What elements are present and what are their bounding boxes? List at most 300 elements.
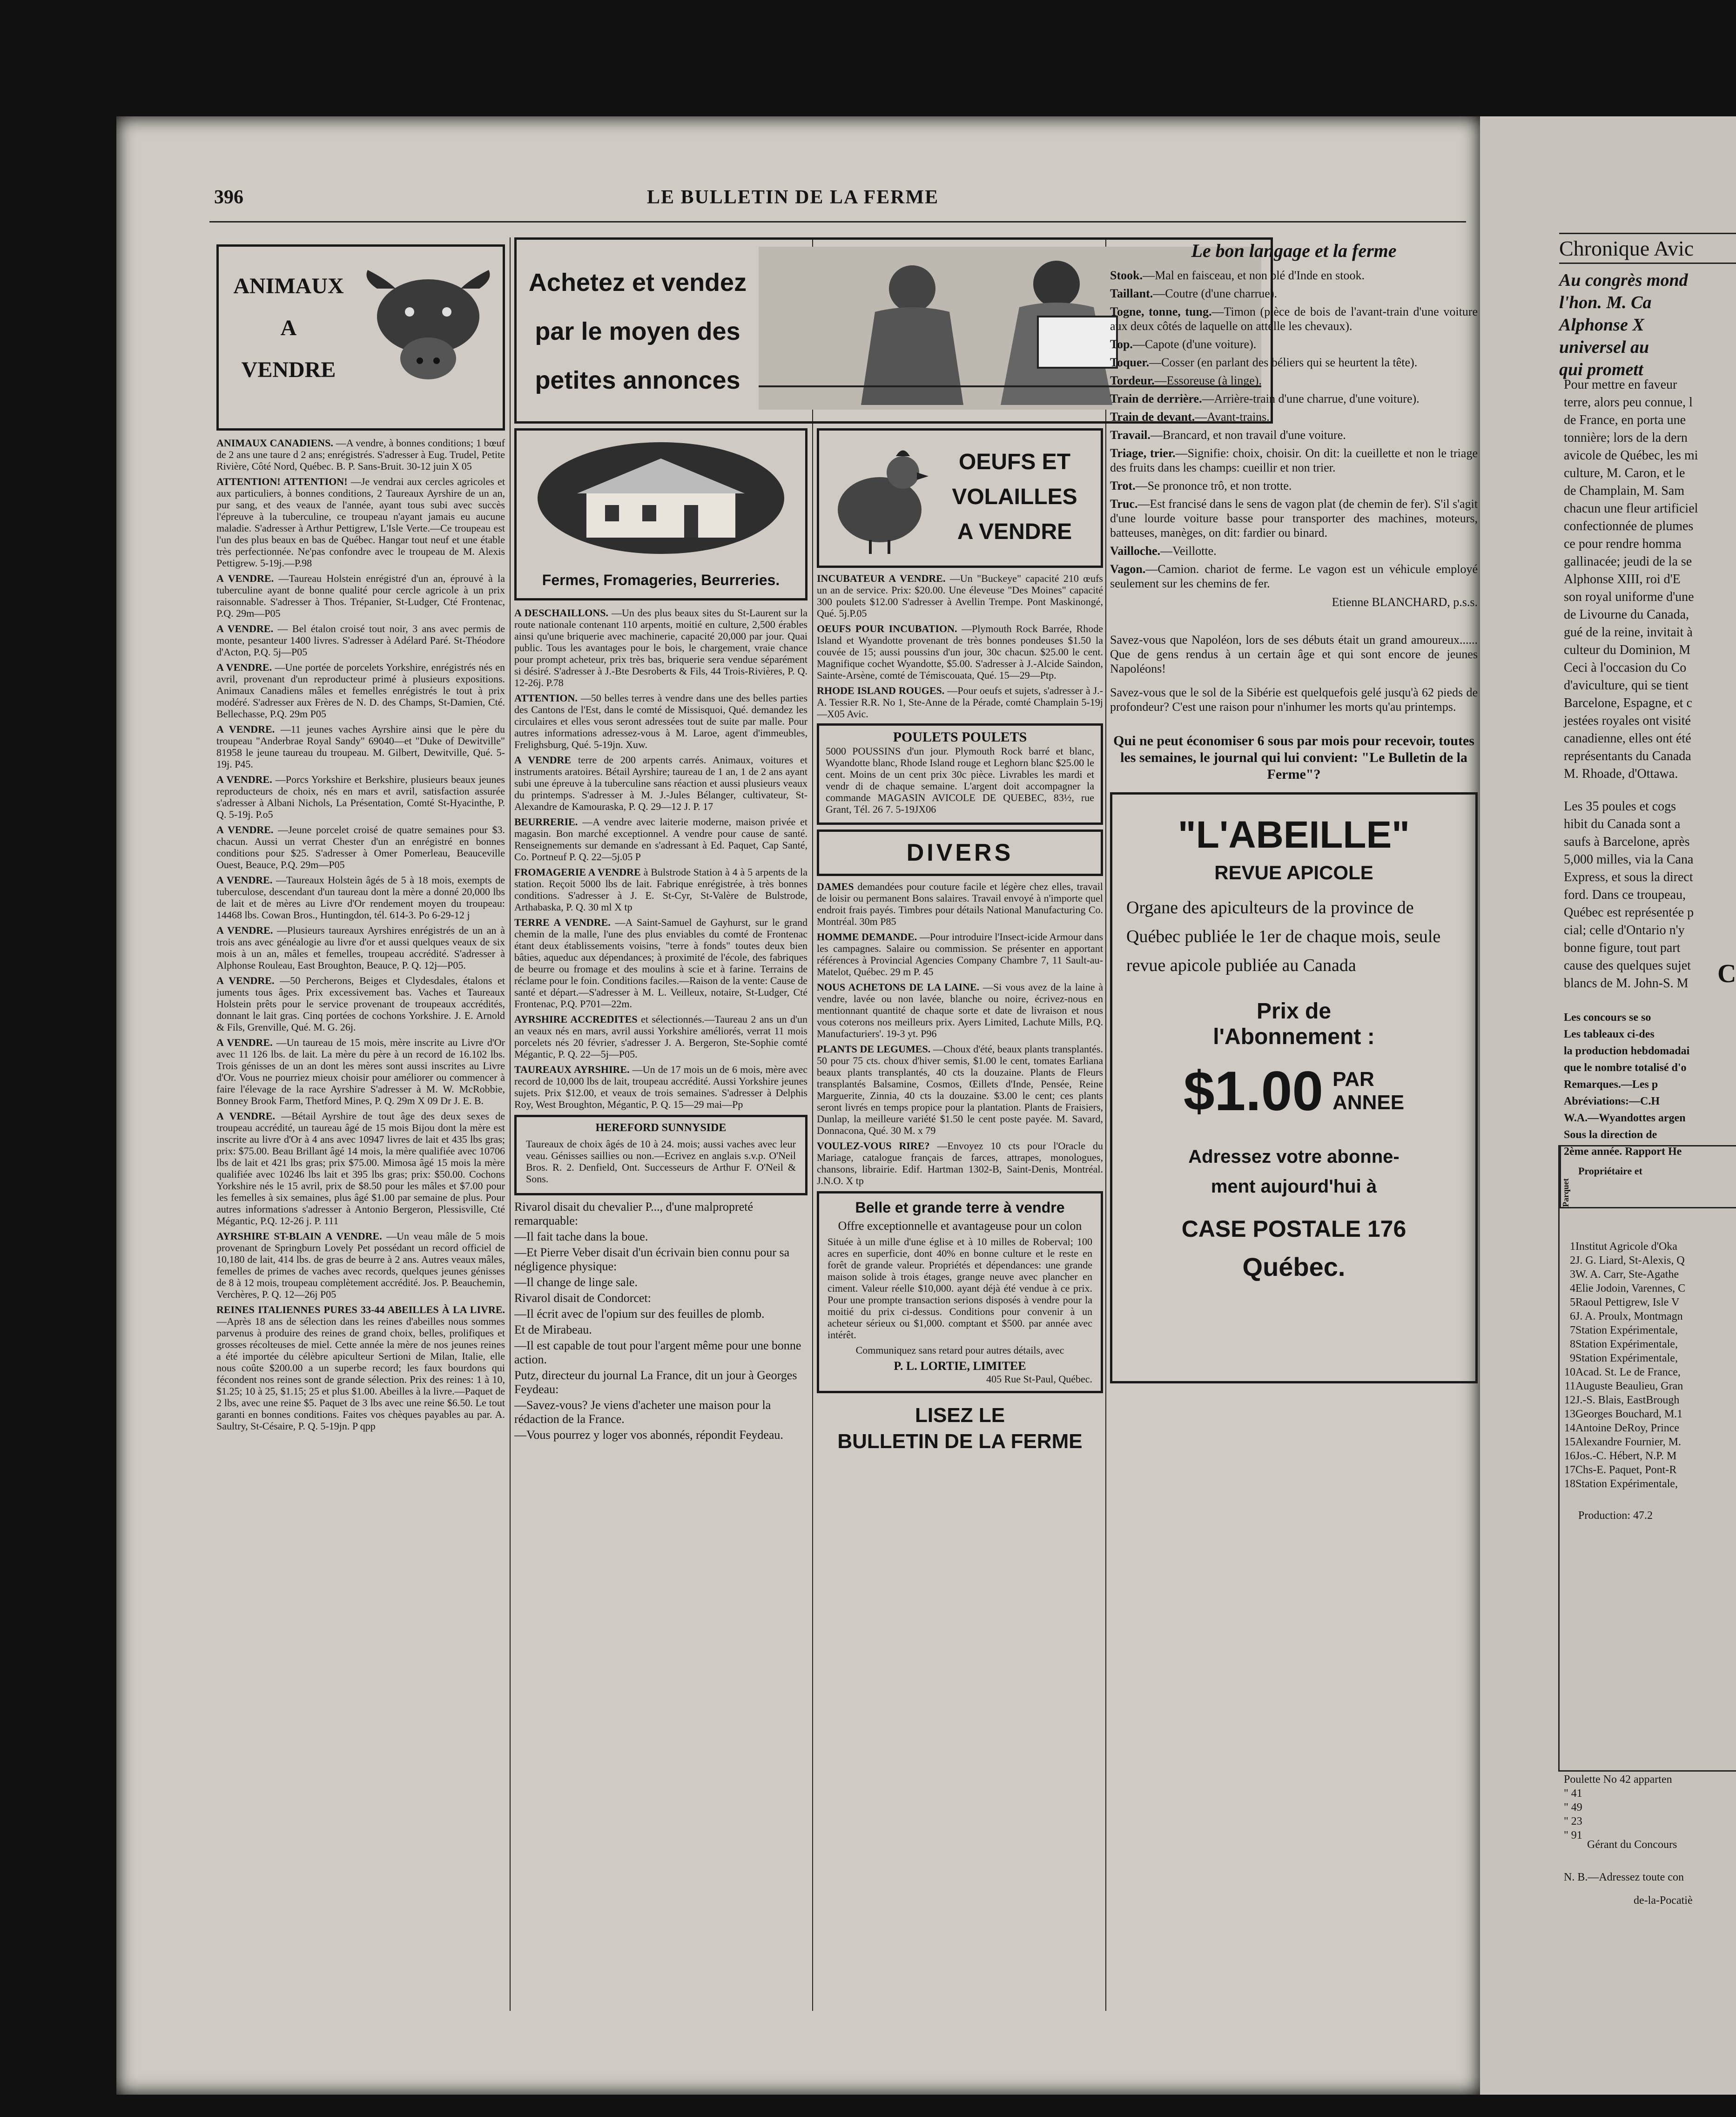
ad-title: TAUREAUX AYRSHIRE.: [514, 1064, 630, 1075]
ad-text: —Un taureau de 15 mois, mère inscrite au Livre d'Or avec 11 126 lbs. de lait. La mère du père à un record de 16.102 lbs. Trois génisses de un an dont les mères sont aussi inscrites au Livre d'Or. Vous ne pourriez mieux choisir pour améliorer ou commencer à faire l'élevage de la race Ayrshire S'adresser à M. W. McRobbie, Bonney Brook Farm, Thetford Mines, P. Q. 29m X 09 Dr J. E. B.: [216, 1037, 505, 1106]
ad-title: A VENDRE.: [216, 774, 272, 785]
row-number: 6: [1570, 1310, 1575, 1322]
row-owner: Chs-E. Paquet, Pont-R: [1575, 1464, 1677, 1476]
ad-text: —A Saint-Samuel de Gayhurst, sur le grand chemin de la malle, l'une des plus enviables du comté de Frontenac étant deux établissements voisins, "terre à fonds" toutes deux bien bâties, aqueduc aux dépendances; à proximité de l'école, des fabriques de beurre ou fromage et des moulins à scie et à farine. Terrains de réclame pour le foin. Conditions faciles.—Raison de la vente: Cause de santé et départ.—S'adresser à M. L. Veilleux, notaire, St-Ludger, Cté Frontenac, P.Q. P701—22m.: [514, 917, 807, 1010]
ad-text: —Bétail Ayrshire de tout âge des deux sexes de troupeau accrédité, un taureau âgé de 15 mois Bijou dont la mère est inscrite au livre d'Or à 4 ans avec 10947 livres de lait et 435 lbs gras; prix: $75.00. Beau Brillant âgé 14 mois, la mère qualifiée avec 10706 lbs de lait et 421 lbs gras; prix $75.00. Mimosa âgé 15 mois la mère qualifiée avec 10246 lbs lait et 395 lbs gras; prix: $50.00. Cochons Yorkshire nés le 15 avril, prix de $8.50 pour les mâles et $7.00 pour les femelles à six semaines, plus âgé $1.00 par semaine de plus. Pour autres informations s'adresser à Antonio Bergeron, Plessisville, Cté Mégantic, P.Q. 12-26 j. P. 111: [216, 1110, 505, 1227]
table-row: [1560, 1393, 1685, 1407]
anecdote-line: —Vous pourrez y loger vos abonnés, répondit Feydeau.: [514, 1428, 783, 1442]
case-postale: CASE POSTALE 176: [1181, 1216, 1406, 1242]
right-newspaper-page: [1480, 116, 1736, 2095]
body-line: hibit du Canada sont a: [1564, 817, 1681, 831]
table-row: [1560, 1309, 1685, 1323]
body-line: chacun une fleur artificiel: [1564, 501, 1698, 516]
terre-signer: P. L. LORTIE, LIMITEE: [894, 1359, 1026, 1373]
hen-icon: [828, 440, 931, 556]
table-row: [1560, 1407, 1685, 1421]
oeufs-volailles-banner: [817, 428, 1103, 568]
glossary-definition: —Se prononce trô, et non trotte.: [1135, 479, 1292, 492]
glossary-term: Top.: [1110, 337, 1133, 351]
body-line: Les 35 poules et cogs: [1564, 799, 1676, 814]
glossary-definition: —Brancard, et non travail d'une voiture.: [1150, 428, 1346, 442]
concours-line: que le nombre totalisé d'o: [1564, 1062, 1687, 1074]
congres-headline: [1559, 270, 1688, 382]
table-divider: [1560, 1207, 1736, 1208]
glossary-entry: [1110, 268, 1478, 283]
column-fermes: [514, 428, 807, 2016]
column-rule: [510, 237, 511, 2011]
subscription-promo: Qui ne peut économiser 6 sous par mois pour recevoir, toutes les semaines, le journal qui lui convient: "Le Bulletin de la Ferme"?: [1113, 733, 1474, 782]
poulette-records: [1564, 1773, 1672, 1843]
body-line: d'aviculture, qui se tient: [1564, 678, 1689, 693]
glossary-entry: [1110, 446, 1478, 475]
body-line: jestées royales ont visité: [1564, 714, 1691, 728]
banner-line: OEUFS ET: [958, 450, 1071, 474]
concours-line: 2ème année. Rapport He: [1564, 1146, 1682, 1158]
ad-text: —Jeune porcelet croisé de quatre semaines pour $3. chacun. Aussi un verrat Chester d'un an enrégistré en bonnes conditions pour $25. S'adresser à Omer Pomerleau, Beauceville Ouest, Beauce, P.Q. 29m—P05: [216, 824, 505, 870]
row-owner: J. G. Liard, St-Alexis, Q: [1575, 1254, 1685, 1267]
row-number: 13: [1564, 1408, 1575, 1420]
body-line: tonnière; lors de la dern: [1564, 431, 1688, 445]
table-header-proprietaire: Propriétaire et: [1578, 1165, 1642, 1177]
row-number: 10: [1564, 1366, 1575, 1378]
body-line: cause des quelques sujet: [1564, 958, 1691, 973]
table-row: [1560, 1351, 1685, 1365]
classified-ad: [216, 661, 505, 720]
classified-ad: [514, 816, 807, 863]
classified-list: [817, 573, 1103, 720]
classified-ad: [817, 573, 1103, 619]
ad-text: —Taureaux Holstein âgés de 5 à 18 mois, exempts de tuberculose, descendant d'un taureau dont la mère a donné 20,000 lbs de lait et de mères au Livre d'Or rendement moyen du troupeau: 14468 lbs. Cowan Bros., Huntingdon, tél. 614-3. Po 6-29-12 j: [216, 874, 505, 921]
classified-list: [514, 607, 807, 1110]
table-row: [1560, 1477, 1685, 1491]
glossary-term: Vagon.: [1110, 562, 1146, 576]
ad-text: —Pour introduire l'Insect-icide Armour dans les campagnes. Salaire ou commission. Se présenter en apportant références à Provincial Agencies Company Chambre 7, 11 Sault-au-Matelot, Québec. 29 m P. 45: [817, 931, 1103, 978]
banner-line: VENDRE: [241, 357, 336, 382]
concours-line: Abréviations:—C.H: [1564, 1095, 1660, 1107]
body-line: saufs à Barcelone, après: [1564, 835, 1690, 849]
row-number: 17: [1564, 1464, 1575, 1476]
glossary-term: Train de derrière.: [1110, 392, 1202, 405]
table-row: [1560, 1281, 1685, 1295]
anecdote-line: Rivarol disait de Condorcet:: [514, 1291, 651, 1305]
classified-list: [817, 881, 1103, 1187]
terre-a-vendre-box: [817, 1191, 1103, 1393]
body-line: son royal uniforme d'une: [1564, 590, 1694, 604]
nb-note: N. B.—Adressez toute con: [1564, 1871, 1684, 1883]
ad-title: A VENDRE.: [216, 573, 274, 584]
classified-list: [216, 437, 505, 1432]
ad-title: A VENDRE.: [216, 623, 274, 634]
classified-ad: [216, 623, 505, 658]
row-number: 8: [1570, 1338, 1575, 1350]
ad-title: TERRE A VENDRE.: [514, 917, 611, 928]
classified-ad: [514, 917, 807, 1010]
siberie-paragraph: Savez-vous que le sol de la Sibérie est quelquefois gelé jusqu'à 62 pieds de profondeur? C'est une raison pour n'inhumer les morts qu'au printemps.: [1110, 686, 1478, 714]
concours-line: la production hebdomadai: [1564, 1045, 1690, 1057]
row-number: 2: [1570, 1254, 1575, 1267]
glossary-term: Travail.: [1110, 428, 1151, 442]
body-line: ford. Dans ce troupeau,: [1564, 888, 1686, 902]
table-row: [1560, 1435, 1685, 1449]
ad-text: —A vendre, à bonnes conditions; 1 bœuf de 2 ans une taure d 2 ans; enrégistrés. S'adresser à Eug. Trudel, Petite Rivière, Côté Nord, Québec. B. P. Sans-Bruit. 30-12 juin X 05: [216, 437, 505, 472]
classified-ad: [216, 476, 505, 569]
headline-line: universel au: [1559, 337, 1649, 357]
glossary-term: Togne, tonne, tung.: [1110, 305, 1212, 318]
adressez-line-2: ment aujourd'hui à: [1211, 1176, 1377, 1197]
pocatiere-footer: de-la-Pocatiè: [1634, 1895, 1693, 1907]
terre-note: Communiquez sans retard pour autres détails, avec: [855, 1344, 1064, 1356]
divers-banner: [817, 829, 1103, 876]
row-owner: W. A. Carr, Ste-Agathe: [1575, 1268, 1679, 1281]
terre-address: 405 Rue St-Paul, Québec.: [986, 1373, 1092, 1385]
classified-ad: [817, 881, 1103, 927]
column-rule: [1105, 237, 1106, 2011]
body-line: bonne figure, tout part: [1564, 941, 1681, 955]
abeille-subtitle: REVUE APICOLE: [1214, 862, 1373, 883]
row-owner: Elie Jodoin, Varennes, C: [1575, 1282, 1686, 1294]
ad-text: —Plusieurs taureaux Ayrshires enrégistrés de un an à trois ans avec généalogie au livre d'or et aussi quelques veaux de six mois à un an, mâles et femelles, troupeau accrédité. S'adresser à Alphonse Rouleau, East Broughton, Beauce, P. Q. 12j—P05.: [216, 924, 505, 971]
concours-line: Remarques.—Les p: [1564, 1079, 1658, 1091]
ad-text: —Un veau mâle de 5 mois provenant de Springburn Lovely Pet possédant un record officiel de 10,180 de lait, 414 lbs. de gras de beurre à 2 ans. Autres veaux mâles, femelles de primes de vaches avec records, quelques jeunes génisses de 8 à 12 mois, troupeau complètement accrédité. Jos. P. Beauchemin, Verchères, P. Q. 12—26j P05: [216, 1230, 505, 1300]
body-line: canadienne, elles ont été: [1564, 731, 1691, 746]
ad-text: —50 belles terres à vendre dans une des belles parties des Cantons de l'Est, dans le comté de Missisquoi, Qué. demandez les circulaires et elles vous seront adressées tout de suite par malle. Pour autres informations adressez-vous à M. Laroe, agent d'immeubles, Frelighsburg, Qué. 5-19jn. Xuw.: [514, 692, 807, 750]
table-header-parquet: Parquet: [1560, 1146, 1575, 1207]
row-owner: J.-S. Blais, EastBrough: [1575, 1394, 1680, 1406]
row-number: 14: [1564, 1422, 1575, 1434]
glossary-term: Trot.: [1110, 479, 1136, 492]
glossary-entry: [1110, 562, 1478, 591]
abeille-text: Organe des apiculteurs de la province de Québec publiée le 1er de chaque mois, seule revue apicole publiée au Canada: [1126, 898, 1441, 975]
poulette-line: " 41: [1564, 1787, 1582, 1800]
glossary-definition: —Cosser (en parlant des béliers qui se heurtent la tête).: [1149, 356, 1418, 369]
classified-ad: [216, 573, 505, 619]
ad-text: —Après 18 ans de sélection dans les reines d'abeilles nous sommes parvenus à produire des reines de grand choix, belles, prolifiques et grosses récolteuses de miel. Cette année la mère de nos jeunes reines a été importée du célèbre apiculteur Sertioni de Milan, Italie, elle nous coûte $200.00 a un superbe record; les faux bourdons qui fécondent nos reines sont de grande sélection. Prix des reines: 1 à 10, $1.25; 10 à 25, $1.15; 25 et plus $1.00. Abeilles à la livre.—Paquet de 2 lbs, avec une reine $5. Paquet de 3 lbs avec une reine $6.50. Le tout garanti en bonnes conditions. Faites vos chèques payables au par. A. Saultry, St-Césaire, P. Q. 5-19jn. P qpp: [216, 1315, 505, 1432]
lisez-line: LISEZ LE: [915, 1404, 1005, 1427]
ad-title: NOUS ACHETONS DE LA LAINE.: [817, 981, 980, 993]
table-row: [1560, 1463, 1685, 1477]
glossary-entry: [1110, 497, 1478, 540]
glossary-entry: [1110, 410, 1478, 424]
classified-ad: [514, 692, 807, 750]
glossary-entry: [1110, 391, 1478, 406]
classified-ad: [817, 1043, 1103, 1136]
row-number: 3: [1570, 1268, 1575, 1281]
banner-line: VOLAILLES: [952, 485, 1077, 509]
anecdote-line: —Il est capable de tout pour l'argent même pour une bonne action.: [514, 1339, 801, 1366]
ad-title: A VENDRE.: [216, 874, 273, 886]
ad-title: DAMES: [817, 881, 854, 892]
body-line: 5,000 milles, via la Cana: [1564, 852, 1694, 867]
classified-ad: [817, 1140, 1103, 1187]
terre-subtitle: Offre exceptionnelle et avantageuse pour un colon: [838, 1219, 1082, 1233]
classified-ad: [216, 774, 505, 820]
body-line: gué de la reine, invitait à: [1564, 625, 1693, 640]
body-line: ce pour rendre homma: [1564, 537, 1682, 551]
body-line: Alphonse XIII, roi d'E: [1564, 572, 1681, 587]
glossary-term: Train de devant.: [1110, 410, 1195, 424]
banner-line: A VENDRE: [957, 519, 1072, 544]
glossary-definition: —Mal en faisceau, et non blé d'Inde en stook.: [1143, 269, 1365, 282]
anecdote-line: Et de Mirabeau.: [514, 1323, 592, 1336]
row-owner: Station Expérimentale,: [1575, 1338, 1678, 1350]
ad-title: AYRSHIRE ACCREDITES: [514, 1013, 638, 1025]
glossary-definition: —Timon (pièce de bois de l'avant-train d'une voiture aux deux côtés de laquelle on attelle les chevaux).: [1110, 305, 1478, 333]
table-row: [1560, 1240, 1685, 1254]
ad-text: demandées pour couture facile et légère chez elles, travail de loisir ou permanent Bons salaires. Travail envoyé à n'importe quel endroit frais payés. Timbres pour détails National Manufacturing Co. Montréal. 30m P85: [817, 881, 1103, 927]
body-line: blancs de M. John-S. M: [1564, 976, 1689, 991]
row-number: 11: [1564, 1380, 1575, 1392]
lisez-le-bulletin: [817, 1402, 1103, 1455]
glossary-definition: —Essoreuse (à linge).: [1154, 374, 1262, 387]
glossary-term: Toquer.: [1110, 356, 1150, 369]
row-owner: Antoine DeRoy, Prince: [1575, 1422, 1680, 1434]
anecdote-line: Rivarol disait du chevalier P..., d'une malpropreté remarquable:: [514, 1200, 753, 1227]
table-row: [1560, 1337, 1685, 1351]
ad-text: —Choux d'été, beaux plants transplantés. 50 pour 75 cts. choux d'hiver semis, $1.00 le cent, tomates Earliana beaux plants transplantés, 40 cts la douzaine. Plants de Fleurs transplantés Balsamine, Cosmos, Œillets d'Inde, Pensée, Reine Marguerite, Zinnia, 40 cts la douzaine. $3.00 le cent; ces plants seront livrés en temps propice pour la plantation. Plants de Fraisiers, Dunlap, la meilleure variété $1.50 le cent poste payée. M. Savard, Donnacona, Qué. 30 M. x 79: [817, 1043, 1103, 1136]
poulets-text: 5000 POUSSINS d'un jour. Plymouth Rock barré et blanc, Wyandotte blanc, Rhode Island rouge et Leghorn blanc $25.00 le cent. Moins de un cent prix 30c pièce. Livrables les mardi et vendr di de chaque semaine. L'argent doit accompagner la commande MAGASIN AVICOLE DE QUEBEC, 83½, rue Grant, Tél. 26 7. 5-19JX06: [826, 745, 1094, 815]
column-animaux: [216, 244, 505, 2013]
ad-text: — Bel étalon croisé tout noir, 3 ans avec permis de monte, pesanteur 1400 livres. S'adresser à Adélard Paré. St-Théodore d'Acton, P.Q. 5j—P05: [216, 623, 505, 658]
table-row: [1560, 1421, 1685, 1435]
banner-text: [935, 445, 1094, 549]
ad-text: —Envoyez 10 cts pour l'Oracle du Mariage, catalogue français de farces, attrapes, monologues, chansons, librairie. Edif. Hartman 1302-B, Saint-Denis, Montréal. J.N.O. X tp: [817, 1140, 1103, 1187]
glossary-term: Taillant.: [1110, 287, 1153, 300]
concours-letter: C: [1717, 959, 1736, 988]
ad-title: A VENDRE.: [216, 924, 273, 936]
abeille-ad: [1110, 792, 1478, 1383]
ad-title: BEURRERIE.: [514, 816, 578, 828]
glossary-entry: [1110, 286, 1478, 301]
ad-title: INCUBATEUR A VENDRE.: [817, 573, 946, 584]
napoleon-paragraph: Savez-vous que Napoléon, lors de ses débuts était un grand amoureux...... Que de gens rendus à un certain âge et qui sont encore de jeunes Napoléons!: [1110, 633, 1478, 675]
anecdote-line: —Il change de linge sale.: [514, 1275, 638, 1289]
page-number: 396: [214, 187, 243, 208]
bon-langage-title: Le bon langage et la ferme: [1191, 240, 1397, 261]
body-line: confectionnée de plumes: [1564, 519, 1694, 533]
ad-title: A VENDRE: [514, 754, 572, 766]
column-rule: [812, 237, 813, 2011]
glossary-term: Truc.: [1110, 497, 1138, 511]
headline-line: Au congrès mond: [1559, 270, 1688, 290]
left-newspaper-page: [116, 116, 1480, 2095]
table-row: [1560, 1449, 1685, 1463]
ad-title: RHODE ISLAND ROUGES.: [817, 685, 945, 696]
abeille-title: "L'ABEILLE": [1178, 814, 1410, 856]
ad-title: VOULEZ-VOUS RIRE?: [817, 1140, 930, 1152]
abonnement-label: l'Abonnement :: [1213, 1025, 1375, 1049]
row-number: 18: [1564, 1478, 1575, 1490]
column-volailles-divers: [817, 428, 1103, 2016]
anecdote-line: —Il fait tache dans la boue.: [514, 1230, 648, 1243]
ad-text: —Plymouth Rock Barrée, Rhode Island et Wyandotte provenant de très bonnes pondeuses $1.50 la couvée de 15; aussi poussins d'un jour, 30c chacun. $25.00 le cent. Magnifique cochet Wyandotte, $5.00. S'adresser à J.-Alcide Saindon, Sainte-Arsène, comté de Témiscouata, Qué. 15—29—Ptp.: [817, 623, 1103, 681]
poulette-line: Poulette No 42 apparten: [1564, 1773, 1672, 1786]
glossary-definition: —Capote (d'une voiture).: [1132, 337, 1257, 351]
farmhouse-illustration: [535, 440, 787, 556]
glossary-entry: [1110, 304, 1478, 333]
row-number: 7: [1570, 1324, 1575, 1336]
banner-line: Achetez et vendez: [528, 269, 747, 297]
fermes-banner: [514, 428, 807, 600]
classified-ad: [216, 975, 505, 1033]
ad-text: —Je vendrai aux cercles agricoles et aux particuliers, à bonnes conditions, 2 Taureaux Ayrshire de un an, pur sang, et des veaux de l'année, ayant tous subi avec succès l'épreuve à la tuberculine, ce troupeau n'ayant jamais eu aucune maladie. S'adresser à Arthur Pettigrew, L'Isle Verte.—Ce troupeau est l'un des plus beaux en bas de Québec. Hangar tout neuf et une étable très perfectionnée. Ne'pas confondre avec le troupeau de M. Alexis Pettigrew. 5-19j.—P.98: [216, 476, 505, 569]
classified-ad: [216, 1037, 505, 1106]
table-rows: [1560, 1240, 1685, 1491]
ad-title: A VENDRE.: [216, 1037, 273, 1048]
glossary-entry: [1110, 373, 1478, 388]
ad-title: A VENDRE.: [216, 661, 272, 673]
glossary-definition: —Avant-trains.: [1195, 410, 1270, 424]
body-line: gallinacée; jeudi de la se: [1564, 554, 1692, 569]
banner-line: par le moyen des: [535, 317, 740, 345]
classified-ad: [514, 754, 807, 812]
row-number: 1: [1570, 1241, 1575, 1253]
classified-ad: [216, 1304, 505, 1432]
body-line: représentants du Canada: [1564, 749, 1691, 763]
chronique-body: [1564, 377, 1698, 993]
ad-title: REINES ITALIENNES PURES 33-44 ABEILLES À LA LIVRE.: [216, 1304, 505, 1315]
anecdote-line: —Il écrit avec de l'opium sur des feuilles de plomb.: [514, 1307, 765, 1321]
classified-ad: [817, 685, 1103, 720]
classified-ad: [216, 1230, 505, 1300]
table-row: [1560, 1254, 1685, 1268]
classified-ad: [216, 723, 505, 770]
ad-title: AYRSHIRE ST-BLAIN A VENDRE.: [216, 1230, 382, 1242]
body-line: cial; celle d'Ontario n'y: [1564, 923, 1685, 937]
body-line: avicole de Québec, les mi: [1564, 448, 1698, 463]
ad-title: A DESCHAILLONS.: [514, 607, 608, 619]
ad-text: —11 jeunes vaches Ayrshire ainsi que le père du troupeau "Anderbrae Royal Sandy" 69040—et "Duke of Dewitville" 81958 le jeune taureau du troupeau. M. Gilbert, Dewitville, Qué. 5-19j. P45.: [216, 723, 505, 770]
quebec-label: Québec.: [1242, 1252, 1346, 1281]
glossary-definition: —Veillotte.: [1160, 544, 1217, 558]
table-row: [1560, 1268, 1685, 1281]
ad-text: —Un des plus beaux sites du St-Laurent sur la route nationale contenant 110 arpents, moitié en culture, 2,500 érables ainsi qu'une briquerie avec machinerie, capacité 20,000 par jour. Quai public. Tous les avantages pour le bois, le chargement, vraie chance pour prompt acheteur, prix très bas, briquerie sera vendue séparément si désiré. S'adresser à J.-Bte Desroberts & Fils, 44 Trois-Rivières, P. Q. 12-26j. P.78: [514, 607, 807, 688]
chronique-header: Chronique Avic: [1559, 233, 1736, 264]
ad-text: —Pour oeufs et sujets, s'adresser à J.-A. Tessier R.R. No 1, Ste-Anne de la Pérade, comté Champlain 5-19j—X05 Avic.: [817, 685, 1103, 720]
anecdote-line: Putz, directeur du journal La France, dit un jour à Georges Feydeau:: [514, 1369, 797, 1396]
glossary-definition: —Est francisé dans le sens de vagon plat (de chemin de fer). S'il s'agit d'une lourde voiture basse pour transporter des machines, moteurs, batteuses, manèges, on dit: fardier ou binard.: [1110, 497, 1478, 539]
ad-text: à Bulstrode Station à 4 à 5 arpents de la station. Reçoit 5000 lbs de lait. Fabrique enrégistrée, à très bonnes conditions. S'adresser à J. E. St-Cyr, St-Valère de Bulstrode, Arthabaska, P. Q. 30 ml X tp: [514, 866, 807, 913]
glossary-term: Triage, trier.: [1110, 446, 1176, 460]
ad-title: OEUFS POUR INCUBATION.: [817, 623, 957, 634]
banner-line: A: [280, 316, 297, 340]
gerant-concours: Gérant du Concours: [1587, 1839, 1677, 1851]
glossary-entry: [1110, 544, 1478, 558]
ad-title: A VENDRE.: [216, 1110, 275, 1122]
row-owner: J. A. Proulx, Montmagn: [1575, 1310, 1683, 1322]
poulets-title: POULETS POULETS: [893, 729, 1027, 745]
signature: Etienne BLANCHARD, p.s.s.: [1332, 595, 1478, 609]
poulette-line: " 91: [1564, 1829, 1582, 1841]
anecdote-line: —Et Pierre Veber disait d'un écrivain bien connu pour sa négligence physique:: [514, 1246, 790, 1273]
body-line: [1564, 784, 1698, 797]
classified-ad: [514, 866, 807, 913]
table-row: [1560, 1323, 1685, 1337]
classified-ad: [514, 1064, 807, 1110]
body-line: Pour mettre en faveur: [1564, 378, 1677, 392]
ad-title: A VENDRE.: [216, 975, 275, 986]
banner-text: [228, 265, 349, 391]
price: $1.00: [1183, 1060, 1324, 1122]
classified-ad: [817, 623, 1103, 681]
body-line: terre, alors peu connue, l: [1564, 395, 1693, 410]
anecdotes: [514, 1200, 807, 1442]
ad-title: A VENDRE.: [216, 824, 274, 836]
concours-table: [1558, 1145, 1736, 1772]
banner-line: petites annonces: [535, 366, 740, 394]
animaux-a-vendre-banner: [216, 244, 505, 431]
classified-ad: [216, 824, 505, 870]
row-owner: Alexandre Fournier, M.: [1575, 1436, 1681, 1448]
row-number: 5: [1570, 1296, 1575, 1308]
glossary-entry: [1110, 479, 1478, 493]
row-owner: Auguste Beaulieu, Gran: [1575, 1380, 1683, 1392]
ad-text: —Une portée de porcelets Yorkshire, enrégistrés nés en avril, provenant d'un reproducteur primé à plusieurs expositions. Animaux Canadiens mâles et femelles enrégistrés le tout à prix modéré. S'adresser aux Frères de N. D. des Champs, St-Damien, Cté. Bellechasse, P.Q. 29m P05: [216, 661, 505, 720]
glossary-term: Vailloche.: [1110, 544, 1161, 558]
body-line: de Champlain, M. Sam: [1564, 484, 1684, 498]
hereford-text: Taureaux de choix âgés de 10 à 24. mois; aussi vaches avec leur veau. Génisses saillies ou non.—Ecrivez en anglais s.v.p. O'Neil Bros. R. 2. Denfield, Ont. Successeurs de Arthur F. O'Neil & Sons.: [526, 1138, 796, 1185]
column-bon-langage: [1110, 240, 1478, 2013]
ad-text: —50 Percherons, Beiges et Clydesdales, étalons et juments tous âges. Prix excessivement bas. Vaches et Taureaux Holstein prêts pour le service provenant de troupeaux accrédités, donnant le lait gras. Cinq portées de cochons Yorkshire. J. E. Arnold & Fils, Grenville, Qué. M. G. 26j.: [216, 975, 505, 1033]
ad-text: —Taureau Holstein enrégistré d'un an, éprouvé à la tuberculine ayant de bonne qualité pour cercle agricole à un prix raisonnable. S'adresser à Thos. Trépanier, St-Ludger, Cté Frontenac, P.Q. 29m—P05: [216, 573, 505, 619]
poulets-box: [817, 723, 1103, 825]
body-line: Express, et sous la direct: [1564, 870, 1693, 884]
table-row: [1560, 1295, 1685, 1309]
body-line: culture, M. Caron, et le: [1564, 466, 1685, 480]
glossary-term: Tordeur.: [1110, 374, 1155, 387]
headline-line: qui promett: [1559, 360, 1643, 379]
glossary-term: Stook.: [1110, 269, 1143, 282]
prix-label: Prix de: [1256, 999, 1332, 1024]
glossary-definition: —Coutre (d'une charrue).: [1153, 287, 1277, 300]
masthead-title: LE BULLETIN DE LA FERME: [647, 187, 939, 208]
row-owner: Acad. St. Le de France,: [1575, 1366, 1681, 1378]
glossary-entry: [1110, 337, 1478, 351]
classified-ad: [216, 924, 505, 971]
bull-head-icon: [358, 261, 498, 391]
body-line: Ceci à l'occasion du Co: [1564, 661, 1687, 675]
row-owner: Jos.-C. Hébert, N.P. M: [1575, 1450, 1677, 1462]
year-label: ANNEE: [1332, 1091, 1405, 1114]
body-line: de Livourne du Canada,: [1564, 607, 1689, 622]
adressez-line: Adressez votre abonne-: [1188, 1146, 1400, 1167]
per-year: [1332, 1068, 1404, 1114]
production-total: Production: 47.2: [1578, 1510, 1653, 1522]
ad-text: et sélectionnés.—Taureau 2 ans un d'un an veaux nés en mars, avril aussi Yorkshire améliorés, verrat 11 mois porcelets nés 20 février, s'adresser J. A. Bergeron, Ste-Sophie comté Mégantic, P. Q. 22—5j—P05.: [514, 1013, 807, 1060]
glossary-entry: [1110, 428, 1478, 442]
concours-line: Les tableaux ci-des: [1564, 1028, 1655, 1040]
anecdote-line: —Savez-vous? Je viens d'acheter une maison pour la rédaction de la France.: [514, 1398, 771, 1426]
concours-line: Sous la direction de: [1564, 1129, 1657, 1141]
terre-text: Située à un mille d'une église et à 10 milles de Roberval; 100 acres en superficie, dont 40% en bonne culture et le reste en forêt de grande valeur. Propriétés et dépendances: une grande maison solide à trois étages, grange neuve avec plancher en ciment. Valeur réelle $10,000. ayant déjà été vendue à ce prix. Pour une prompte transaction serions disposés à vendre pour la moitié du prix ci-dessus. Conditions pour convenir à un acheteur sérieux ou $1,000. comptant et $500. par année avec intérêt.: [828, 1236, 1092, 1341]
per-label: PAR: [1332, 1068, 1374, 1091]
price-row: [1126, 1059, 1461, 1123]
terre-title: Belle et grande terre à vendre: [855, 1199, 1065, 1216]
row-owner: Raoul Pettigrew, Isle V: [1575, 1296, 1680, 1308]
ad-title: HOMME DEMANDE.: [817, 931, 917, 943]
row-number: 12: [1564, 1394, 1575, 1406]
glossary-definition: —Camion. chariot de ferme. Le vagon est un véhicule employé seulement sur les chemins de fer.: [1110, 562, 1478, 590]
classified-ad: [216, 874, 505, 921]
classified-ad: [216, 1110, 505, 1227]
row-owner: Station Expérimentale,: [1575, 1352, 1678, 1364]
ad-title: ANIMAUX CANADIENS.: [216, 437, 333, 449]
ad-title: FROMAGERIE A VENDRE: [514, 866, 641, 878]
row-number: 9: [1570, 1352, 1575, 1364]
concours-line: Les concours se so: [1564, 1011, 1651, 1024]
classified-ad: [817, 931, 1103, 978]
glossary: [1110, 268, 1478, 591]
classified-ad: [514, 1013, 807, 1060]
